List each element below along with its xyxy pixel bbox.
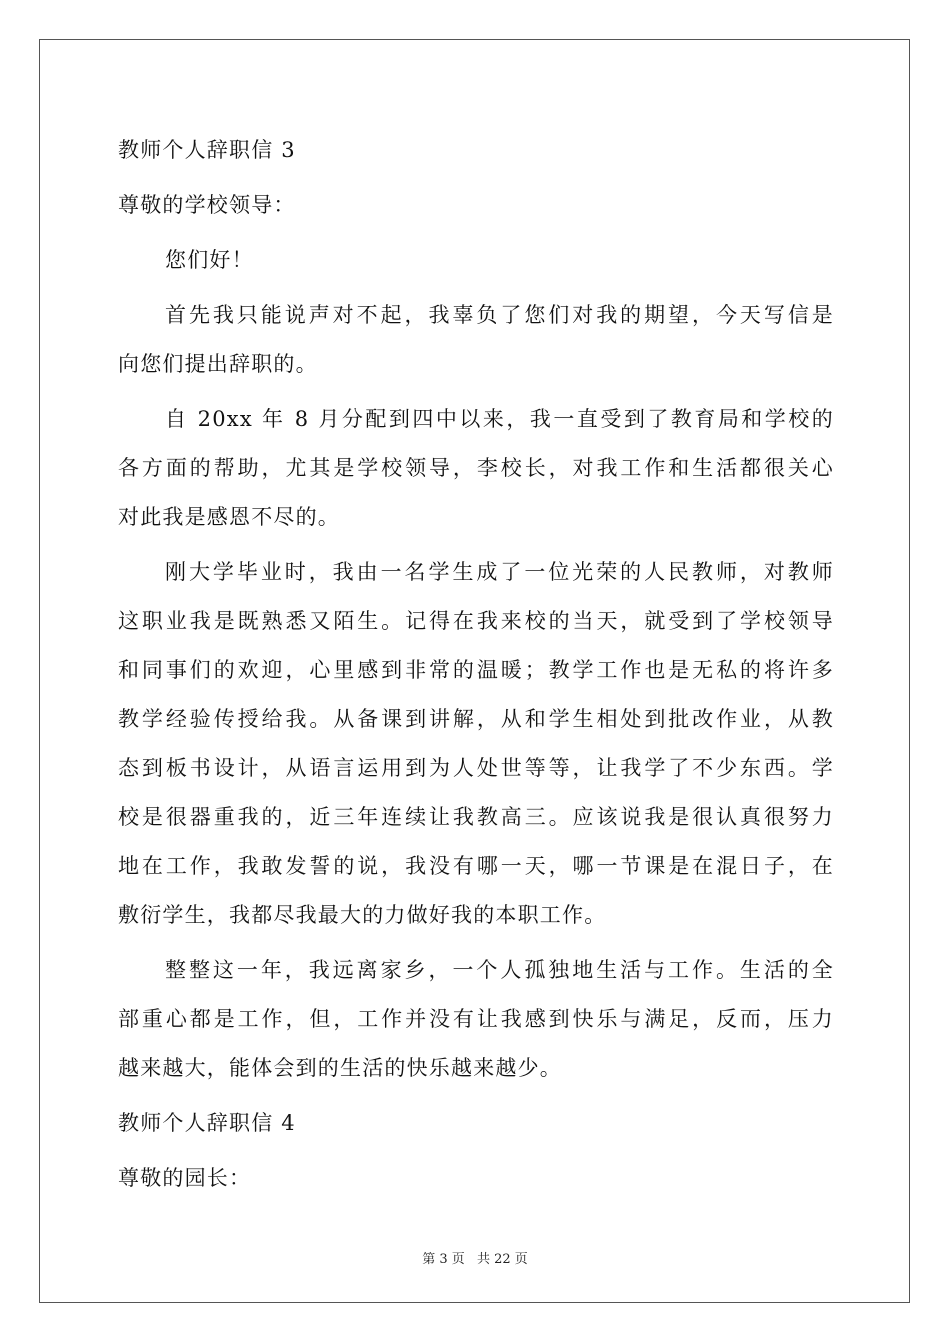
letter-3-greeting: 您们好！ xyxy=(165,248,254,272)
letter-3-paragraph-2 xyxy=(118,395,834,542)
letter-4-salutation: 尊敬的园长： xyxy=(118,1166,252,1190)
paragraph-line: 各方面的帮助，尤其是学校领导，李校长，对我工作和生活都很关心 xyxy=(118,456,834,480)
paragraph-line: 部重心都是工作，但，工作并没有让我感到快乐与满足，反而，压力 xyxy=(118,1007,834,1031)
paragraph-line: 整整这一年，我远离家乡，一个人孤独地生活与工作。生活的全 xyxy=(165,958,834,982)
paragraph-line: 这职业我是既熟悉又陌生。记得在我来校的当天，就受到了学校领导 xyxy=(118,609,834,633)
letter-3-paragraph-3 xyxy=(118,548,834,940)
document-body xyxy=(118,126,834,1203)
paragraph-line: 向您们提出辞职的。 xyxy=(118,352,318,376)
current-page-number: 第 3 页 xyxy=(422,1252,465,1267)
total-pages: 共 22 页 xyxy=(476,1252,528,1267)
page-footer xyxy=(0,1248,950,1267)
paragraph-line: 对此我是感恩不尽的。 xyxy=(118,505,340,529)
paragraph-line: 地在工作，我敢发誓的说，我没有哪一天，哪一节课是在混日子，在 xyxy=(118,854,834,878)
paragraph-line: 态到板书设计，从语言运用到为人处世等等，让我学了不少东西。学 xyxy=(118,756,834,780)
paragraph-line: 自 20xx 年 8 月分配到四中以来，我一直受到了教育局和学校的 xyxy=(165,407,834,431)
paragraph-line: 越来越大，能体会到的生活的快乐越来越少。 xyxy=(118,1056,562,1080)
paragraph-line: 首先我只能说声对不起，我辜负了您们对我的期望，今天写信是 xyxy=(165,303,834,327)
paragraph-line: 刚大学毕业时，我由一名学生成了一位光荣的人民教师，对教师 xyxy=(165,560,834,584)
paragraph-line: 和同事们的欢迎，心里感到非常的温暖；教学工作也是无私的将许多 xyxy=(118,658,834,682)
paragraph-line: 校是很器重我的，近三年连续让我教高三。应该说我是很认真很努力 xyxy=(118,805,834,829)
paragraph-line: 教学经验传授给我。从备课到讲解，从和学生相处到批改作业，从教 xyxy=(118,707,834,731)
letter-3-paragraph-1 xyxy=(118,291,834,389)
letter-3-title: 教师个人辞职信 3 xyxy=(118,138,296,162)
letter-3-paragraph-4 xyxy=(118,946,834,1093)
letter-4-title: 教师个人辞职信 4 xyxy=(118,1111,296,1135)
letter-3-salutation: 尊敬的学校领导： xyxy=(118,193,296,217)
paragraph-line: 敷衍学生，我都尽我最大的力做好我的本职工作。 xyxy=(118,903,607,927)
